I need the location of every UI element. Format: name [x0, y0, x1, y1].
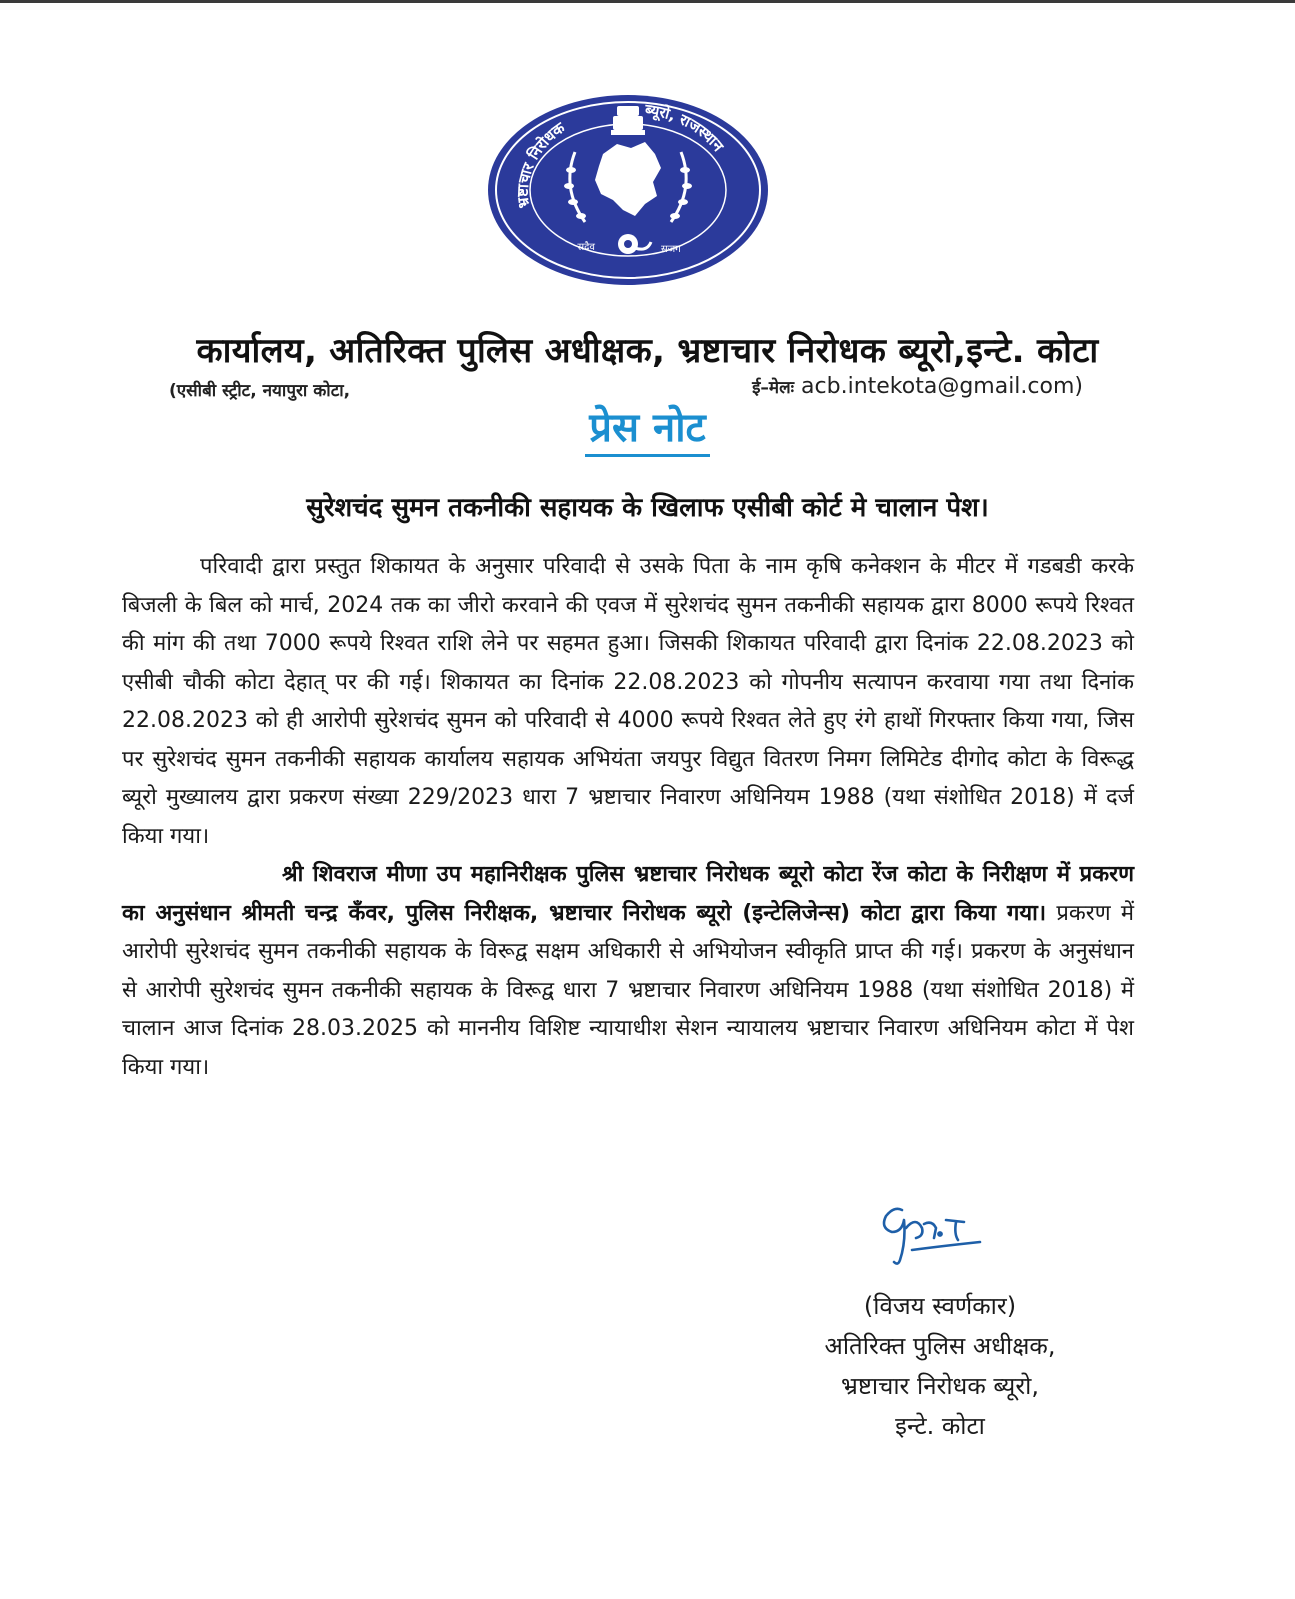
seal-arc-left: भ्रष्टाचार निरोधक [513, 118, 569, 210]
email-label: ई–मेलः [752, 378, 795, 398]
signature-icon [872, 1202, 992, 1270]
office-address: (एसीबी स्ट्रीट, नयापुरा कोटा, [169, 381, 351, 401]
signatory-location: इन्टे. कोटा [895, 1412, 985, 1440]
signature [872, 1202, 992, 1270]
paragraph-2-text: प्रकरण में आरोपी सुरेशचंद सुमन तकनीकी सहायक के विरूद्व सक्षम अधिकारी से अभियोजन स्वीकृति प्राप्त की गई। प्रकरण के अनुसंधान से आरोपी सुरेशचंद सुमन तकनीकी सहायक के विरूद्व धारा 7 भ्रष्टाचार निवारण अधिनियम 1988 (यथा संशोधित 2018) में चालान आज दिनांक 28.03.2025 को माननीय विशिष्ट न्यायाधीश सेशन न्यायालय भ्रष्टाचार निवारण अधिनियम कोटा में पेश किया गया। [122, 900, 1134, 1080]
seal-motto-left: सदैव [577, 242, 595, 253]
paragraph-2 [122, 856, 1134, 1087]
headline: सुरेशचंद सुमन तकनीकी सहायक के खिलाफ एसीबी कोर्ट मे चालान पेश। [306, 493, 989, 523]
acb-logo [485, 92, 771, 288]
acb-seal-icon [485, 92, 771, 288]
email-line [752, 374, 1083, 399]
email-address: acb.intekota@gmail.com) [801, 374, 1083, 399]
top-border [0, 0, 1295, 3]
press-note-heading: प्रेस नोट [585, 404, 709, 457]
signatory-name: (विजय स्वर्णकार) [863, 1292, 1017, 1320]
signatory-department: भ्रष्टाचार निरोधक ब्यूरो, [840, 1372, 1039, 1400]
paragraph-1: परिवादी द्वारा प्रस्तुत शिकायत के अनुसार परिवादी से उसके पिता के नाम कृषि कनेक्शन के मीटर में गडबडी करके बिजली के बिल को मार्च, 2024 तक का जीरो करवाने की एवज में सुरेशचंद सुमन तकनीकी सहायक द्वारा 8000 रूपये रिश्वत की मांग की तथा 7000 रूपये रिश्वत राशि लेने पर सहमत हुआ। जिसकी शिकायत परिवादी द्वारा दिनांक 22.08.2023 को एसीबी चौकी कोटा देहात् पर की गई। शिकायत का दिनांक 22.08.2023 को गोपनीय सत्यापन करवाया गया तथा दिनांक 22.08.2023 को ही आरोपी सुरेशचंद सुमन को परिवादी से 4000 रूपये रिश्वत लेते हुए रंगे हाथों गिरफ्तार किया गया, जिस पर सुरेशचंद सुमन तकनीकी सहायक कार्यालय सहायक अभियंता जयपुर विद्युत वितरण निमग लिमिटेड दीगोद कोटा के विरूद्ध ब्यूरो मुख्यालय द्वारा प्रकरण संख्या 229/2023 धारा 7 भ्रष्टाचार निवारण अधिनियम 1988 (यथा संशोधित 2018) में दर्ज किया गया। [122, 554, 1134, 849]
body-text [122, 548, 1134, 1087]
seal-arc-right: ब्यूरो, राजस्थान [644, 100, 728, 155]
press-note-heading-wrap [0, 404, 1295, 457]
paragraph-2-bold: श्री शिवराज मीणा उप महानिरीक्षक पुलिस भ्रष्टाचार निरोधक ब्यूरो कोटा रेंज कोटा के निरीक्षण में प्रकरण का अनुसंधान श्रीमती चन्द्र कँवर, पुलिस निरीक्षक, भ्रष्टाचार निरोधक ब्यूरो (इन्टेलिजेन्स) कोटा द्वारा किया गया। [122, 862, 1134, 926]
signatory-designation: अतिरिक्त पुलिस अधीक्षक, [824, 1332, 1056, 1360]
signoff-block [780, 1286, 1100, 1446]
seal-motto-right: सजग [661, 244, 681, 255]
office-title: कार्यालय, अतिरिक्त पुलिस अधीक्षक, भ्रष्टाचार निरोधक ब्यूरो,इन्टे. कोटा [196, 331, 1099, 371]
